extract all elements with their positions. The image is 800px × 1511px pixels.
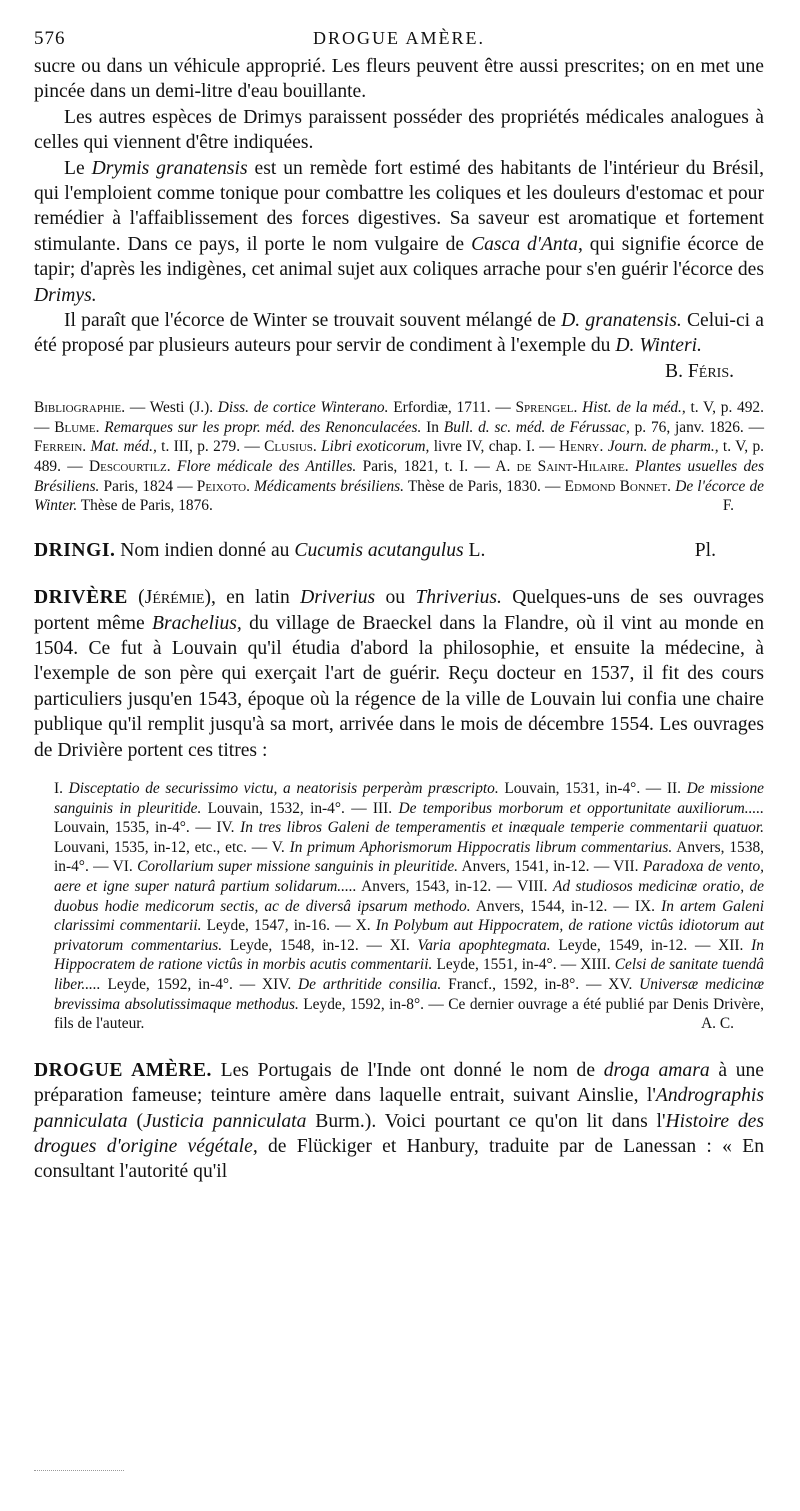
given-name: Jérémie [144, 587, 205, 609]
page-number: 576 [34, 28, 66, 49]
author-name: Henry. [559, 438, 604, 456]
latin-name: Driverius [300, 587, 376, 609]
drimys-paragraph-1: sucre ou dans un véhicule approprié. Les fleurs peuvent être aussi prescrites; on en met une pincée dans un demi-litre d'eau bouillante. [34, 56, 764, 103]
species-name: Justicia panniculata [143, 1110, 307, 1132]
text-run: Thèse de Paris, 1830. — [404, 477, 565, 495]
work-title: Corollarium super missione sanguinis in pleuritide. [137, 858, 458, 876]
work-title: Libri exoticorum, [321, 438, 430, 456]
text-run: Leyde, 1551, in-4°. — XIII. [432, 956, 615, 974]
work-title: De temporibus morborum et opportunitate auxiliorum..... [398, 799, 764, 817]
work-title: Hist. de la méd. [582, 399, 682, 417]
drimys-paragraph-3 [34, 156, 764, 308]
work-title: De arthritide consilia. [298, 976, 442, 994]
text-run: livre IV, chap. I. — [429, 438, 560, 456]
text-run: est un remède fort estimé des habitants de l'intérieur du Brésil, qui l'emploient comme tonique pour combattre les coliques et les douleurs d'estomac et pour remédier à l'affaiblissement des forces digestives. Sa saveur est aromatique et fortement stimulante. Dans ce pays, il porte le nom vulgaire de [34, 157, 764, 255]
author-signature: A. C. [701, 1015, 734, 1033]
entry-headword: DRIVÈRE [34, 587, 128, 609]
text-run: Les Portugais de l'Inde ont donné le nom de [211, 1059, 604, 1081]
author-name: Clusius. [264, 438, 317, 456]
work-title: Bull. d. sc. méd. de Férussac, [443, 418, 630, 436]
text-run: Louvain, 1531, in-4°. — II. [498, 780, 687, 798]
author-signature: B. Féris. [665, 360, 734, 382]
text-run: Leyde, 1549, in-12. — XII. [550, 936, 752, 954]
latin-name: Brachelius, [152, 612, 242, 634]
footer-rule [34, 1470, 124, 1471]
species-name: Cucumis acutangulus [294, 539, 464, 561]
author-name: Edmond Bonnet. [564, 477, 672, 495]
species-name: D. granatensis. [561, 310, 682, 332]
author-name: Blume. [54, 418, 100, 436]
text-run: Anvers, 1541, in-12. — VII. [458, 858, 643, 876]
text-run: Leyde, 1547, in-16. — X. [201, 917, 376, 935]
work-title: Ad studiosos medicinæ oratio, de duobus hodie medicorum sectis, ac de diversâ ipsarum methodo. [54, 878, 765, 915]
work-title: Paradoxa de vento, aere et igne super naturâ partium solidarum..... [54, 858, 765, 896]
running-head [34, 28, 764, 54]
work-title: Flore médicale des Antilles. [176, 458, 357, 476]
text-run: In [421, 418, 444, 436]
work-title: Diss. de cortice Winterano. [217, 399, 389, 417]
work-title: In Hippocratem de ratione victûs in morbis acutis commentarii. [54, 936, 764, 974]
latin-name: Thriverius. [415, 587, 502, 609]
author-signature: Pl. [694, 539, 716, 561]
text-run: Burm.). Voici pourtant ce qu'on lit dans l' [306, 1110, 666, 1132]
vernacular-name: Casca d'Anta [471, 233, 578, 255]
text-run: Leyde, 1592, in-4°. — XIV. [100, 976, 299, 994]
page [34, 28, 764, 1185]
text-run: Louvain, 1535, in-4°. — IV. [54, 819, 241, 837]
work-title: Médicaments brésiliens. [254, 477, 405, 495]
text-run: Il paraît que l'écorce de Winter se trouvait souvent mélangé de [64, 310, 562, 332]
text-run: Celui-ci a été proposé par plusieurs auteurs pour servir de condiment à l'exemple du [34, 310, 764, 357]
species-name: Drymis granatensis [91, 157, 248, 179]
text-run: ( [127, 1110, 143, 1132]
term: droga amara [603, 1059, 710, 1081]
text-run: Louvani, 1535, in-12, etc., etc. — V. [54, 838, 290, 856]
author-name: Peixoto. [196, 477, 250, 495]
text-run: I. [54, 780, 69, 798]
work-title: In Polybum aut Hippocratem, de ratione victûs idiotorum aut privatorum commentarius. [54, 917, 764, 954]
work-title: Celsi de sanitate tuendâ liber..... [54, 956, 765, 994]
species-name: Andrographis panniculata [34, 1085, 764, 1132]
text-run: ), en latin [204, 587, 301, 609]
author-name: Ferrein. [34, 438, 87, 456]
drimys-paragraph-2: Les autres espèces de Drimys paraissent posséder des propriétés médicales analogues à celles qui viennent d'être indiquées. [34, 106, 764, 154]
drimys-paragraph-4 [34, 308, 764, 384]
dringi-text [34, 538, 764, 563]
drogue-amere-entry [34, 1058, 764, 1185]
drogue-amere-text [34, 1058, 764, 1185]
text-run: , qui signifie écorce de tapir; d'après les indigènes, cet animal sujet aux coliques arrache pour s'en guérir l'écorce des [34, 233, 764, 281]
text-run: Anvers, 1544, in-12. — IX. [470, 897, 662, 915]
work-title: Varia apophtegmata. [417, 936, 551, 954]
work-title: De l'écorce de Winter. [34, 477, 764, 515]
genus-name: Drimys. [34, 284, 97, 306]
work-title: In artem Galeni clarissimi commentarii. [54, 897, 765, 935]
text-run: , t. V, p. 492. — [34, 399, 764, 436]
text-run: Anvers, 1538, in-4°. — VI. [54, 838, 764, 876]
work-title: In primum Aphorismorum Hippocratis librum commentarius. [289, 838, 673, 856]
drimys-section [34, 54, 764, 384]
author-signature: F. [722, 497, 734, 515]
entry-headword: DRINGI. [34, 539, 116, 561]
work-title: Remarques sur les propr. méd. des Renonculacées. [104, 418, 422, 436]
text-run: t. III, p. 279. — [156, 438, 265, 456]
author-name: Descourtilz. [89, 458, 171, 476]
text-run: p. 76, janv. 1826. — [629, 418, 764, 436]
text-run: Le [64, 157, 92, 179]
running-title: DROGUE AMÈRE. [312, 28, 485, 48]
work-title: Histoire des drogues d'origine végétale, [34, 1110, 765, 1158]
author-name: de Saint-Hilaire. [516, 458, 629, 476]
bibliography-label: Bibliographie. [34, 399, 126, 417]
text-run: — Westi (J.). [125, 399, 218, 417]
text-run: Louvain, 1532, in-4°. — III. [201, 799, 399, 817]
text-run: de Flückiger et Hanbury, traduite par de Lanessan : « En consultant l'autorité qu'il [34, 1136, 764, 1183]
drivere-works-list [34, 779, 764, 1034]
text-run: Quelques-uns de ses ouvrages portent même [34, 587, 764, 634]
text-run: ou [375, 587, 416, 609]
text-run: ( [127, 587, 145, 609]
species-name: D. Winteri. [615, 335, 702, 357]
work-title: Disceptatio de securissimo victu, a neatorisis perperàm præscripto. [68, 780, 499, 798]
text-run: Erfordiæ, 1711. — [388, 399, 516, 417]
dringi-entry [34, 538, 764, 563]
text-run: Paris, 1821, t. I. — A. [356, 458, 517, 476]
drivere-text [34, 585, 764, 763]
bibliography-text [34, 398, 764, 516]
text-run: à une préparation fameuse; teinture amère dans laquelle entrait, suivant Ainslie, l' [34, 1059, 764, 1107]
drivere-entry [34, 585, 764, 1034]
text-run: Leyde, 1548, in-12. — XI. [222, 936, 418, 954]
text-run: t. V, p. 489. — [34, 438, 764, 476]
work-title: Mat. méd., [90, 438, 157, 456]
text-run: L. [463, 539, 486, 561]
text-run: du village de Braeckel dans la Flandre, où il vint au monde en 1504. Ce fut à Louvain qu'il étudia d'abord la philosophie, et ensuite la médecine, à l'exemple de son père qui exerçait l'art de guérir. Reçu docteur en 1537, il fit des cours particuliers jusqu'en 1543, époque où la régence de la ville de Louvain lui confia une chaire publique qu'il remplit jusqu'à sa mort, arrivée dans le mois de décembre 1554. Les ouvrages de Drivière portent ces titres : [34, 612, 765, 761]
bibliography-section [34, 398, 764, 516]
text-run: Anvers, 1543, in-12. — VIII. [356, 878, 553, 896]
work-title: Journ. de pharm., [607, 438, 719, 456]
work-title: De missione sanguinis in pleuritide. [54, 780, 765, 817]
text-run: Francf., 1592, in-8°. — XV. [441, 976, 640, 994]
text-run: Paris, 1824 — [99, 477, 197, 495]
text-run: Thèse de Paris, 1876. [77, 497, 213, 515]
author-name: Sprengel. [515, 399, 578, 417]
work-title: Universæ medicinæ brevissima absolutissimaque methodus. [54, 976, 764, 1013]
entry-headword: DROGUE AMÈRE. [34, 1059, 212, 1081]
work-title: Plantes usuelles des Brésiliens. [34, 458, 764, 495]
work-title: In tres libros Galeni de temperamentis et inæquale temperie commentarii quatuor. [240, 819, 764, 837]
text-run: Leyde, 1592, in-8°. — Ce dernier ouvrage a été publié par Denis Drivère, fils de l'auteur. [54, 995, 764, 1033]
text-run: Nom indien donné au [115, 539, 295, 561]
